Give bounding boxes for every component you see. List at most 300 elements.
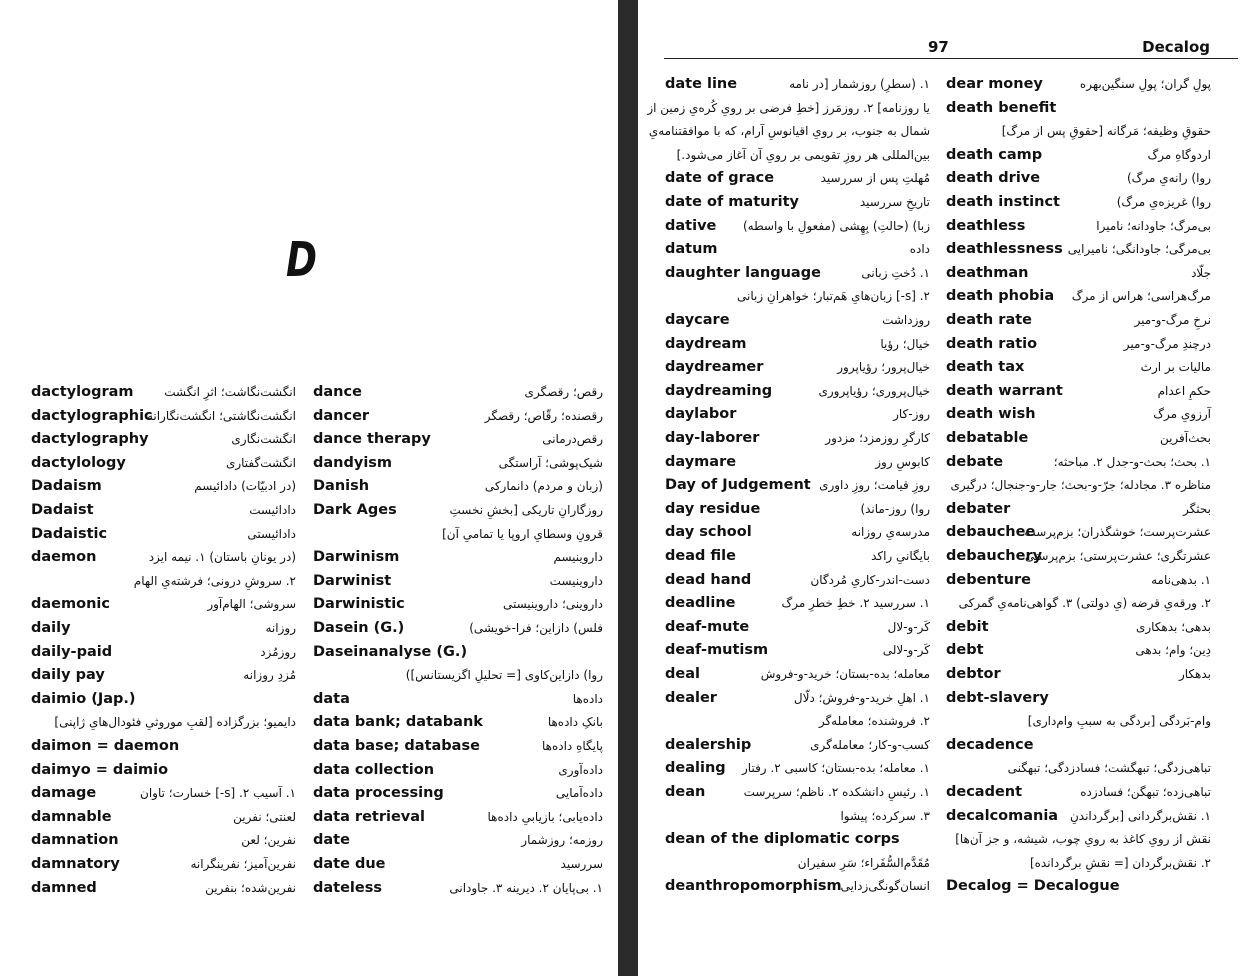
headword: date line	[665, 76, 738, 92]
headword: dancer	[313, 407, 370, 424]
dictionary-entry	[665, 690, 930, 713]
dictionary-entry	[31, 478, 296, 501]
headword: daemonic	[31, 596, 110, 613]
headword: deathlessness	[946, 241, 1063, 258]
definition: روز-کار	[893, 407, 930, 422]
headword: death warrant	[946, 382, 1063, 399]
dictionary-entry-continuation	[946, 831, 1211, 854]
definition: حقوقِ وظیفه؛ مَرگانه [حقوقِ پس از مرگ]	[1001, 124, 1211, 139]
definition: مُقَدَّم‌السُّفَراء؛ سَرِ سفیران	[797, 855, 930, 870]
dictionary-entry-continuation	[946, 760, 1211, 783]
definition: ۲. نقش‌برگردان [= نقشِ برگردانده]	[1029, 855, 1211, 870]
headword: date due	[313, 856, 386, 872]
definition: (در یونانِ باستان) ۱. نیمه ایزد	[148, 550, 296, 565]
dictionary-entry	[665, 312, 930, 335]
dictionary-entry	[313, 455, 603, 478]
headword: dance therapy	[313, 431, 431, 448]
dictionary-entry	[665, 524, 930, 547]
definition: ۳. سرکرده؛ پیشوا	[840, 808, 930, 823]
definition: مرگ‌هراسی؛ هراس از مرگ	[1071, 289, 1211, 304]
headword: deathless	[946, 217, 1026, 234]
definition: دایمیو؛ بزرگزاده [لقبِ موروثیِ فئودال‌هایِ ژاپنی]	[54, 715, 296, 730]
dictionary-entry	[665, 383, 930, 406]
dictionary-entry	[313, 431, 603, 454]
definition: انگشت‌نگاشت؛ اثرِ انگشت	[164, 385, 296, 399]
dictionary-entry-continuation	[665, 808, 930, 831]
headword: daydream	[665, 335, 747, 352]
headword: dead hand	[665, 571, 752, 588]
dictionary-entry	[313, 832, 603, 855]
definition: نقش از رویِ کاغذ به رویِ چوب، شیشه، و جز آن‌ها]	[955, 832, 1211, 847]
definition: بدهکار	[1178, 667, 1211, 681]
definition: روا) رانه‌یِ مرگ)	[1127, 171, 1211, 186]
definition: قرونِ وسطایِ اروپا یا تمامیِ آن]	[442, 526, 603, 541]
definition: روزانه	[265, 621, 296, 635]
headword: dean of the diplomatic corps	[665, 831, 900, 848]
headword: Darwinism	[313, 549, 400, 566]
definition: داده‌یابی؛ بازیابیِ داده‌ها	[487, 809, 603, 824]
dictionary-entry	[946, 147, 1211, 170]
headword: debatable	[946, 430, 1029, 446]
headword: data processing	[313, 785, 444, 802]
definition: کابوسِ روز	[875, 454, 930, 469]
dictionary-entry	[946, 170, 1211, 193]
definition: شمال به جنوب، بر رویِ اقیانوسِ آرام، که با موافقتنامه‌یِ	[648, 124, 930, 139]
dictionary-entry	[31, 832, 296, 855]
definition: شیک‌پوشی؛ آراستگی	[498, 455, 603, 470]
dictionary-entry	[31, 644, 296, 667]
dictionary-entry	[946, 572, 1211, 595]
headword: datum	[665, 241, 718, 258]
definition: مالیات بر ارث	[1140, 360, 1211, 375]
definition: ۲. فروشنده؛ معامله‌گر	[818, 714, 930, 729]
definition: بین‌المللی هر روزِ تقویمی بر رویِ آن آغاز می‌شود.]	[676, 147, 930, 162]
headword: day residue	[665, 500, 761, 517]
dictionary-entry	[946, 524, 1211, 547]
definition: روزِ قیامت؛ روزِ داوری	[819, 478, 930, 493]
definition: بدهی؛ بدهکاری	[1135, 619, 1211, 634]
definition: روا) روز-ماند)	[860, 501, 930, 516]
dictionary-entry	[665, 194, 930, 217]
headword: dactylogram	[31, 384, 134, 400]
dictionary-entry	[313, 573, 603, 596]
dictionary-entry	[946, 784, 1211, 807]
dictionary-entry	[946, 359, 1211, 382]
definition: یا روزنامه] ۲. روزمَرز [خطِ فرضی بر رویِ کُره‌یِ زمین از	[647, 100, 930, 115]
headword: debate	[946, 453, 1004, 470]
headword: dealership	[665, 736, 752, 753]
dictionary-entry	[946, 690, 1211, 713]
headword: daimio (Jap.)	[31, 690, 136, 707]
dictionary-entry	[31, 762, 296, 785]
dictionary-entry-continuation	[31, 573, 296, 596]
definition: عشرتگری؛ عشرت‌پرستی؛ بزم‌پرستی	[1024, 549, 1211, 563]
definition: ۲. سروشِ درونی؛ فرشته‌یِ الهام	[133, 573, 296, 588]
headword: daily	[31, 620, 71, 636]
dictionary-entry-continuation	[946, 123, 1211, 146]
headword: daemon	[31, 549, 97, 566]
dictionary-entry	[946, 383, 1211, 406]
dictionary-entry	[313, 856, 603, 879]
headword: damnatory	[31, 856, 120, 872]
definition: آرزویِ مرگ	[1153, 407, 1211, 422]
definition: پایگاهِ داده‌ها	[541, 739, 603, 753]
definition: ۱. دُختِ زبانی	[861, 265, 930, 280]
definition: نفرین‌شده؛ بنفرین	[205, 880, 296, 895]
headword: Darwinistic	[313, 596, 405, 613]
headword: deaf-mute	[665, 618, 750, 635]
definition: دِین؛ وام؛ بدهی	[1135, 643, 1211, 658]
headword: debt-slavery	[946, 689, 1049, 706]
dictionary-entry	[946, 336, 1211, 359]
definition: رقص‌درمانی	[542, 432, 603, 447]
dictionary-entry	[31, 738, 296, 761]
dictionary-entry	[946, 76, 1211, 99]
dictionary-entry-continuation	[946, 477, 1211, 500]
dictionary-entry	[665, 878, 930, 901]
dictionary-entry	[946, 454, 1211, 477]
dictionary-entry	[946, 642, 1211, 665]
headword: daydreaming	[665, 382, 773, 399]
definition: کارگرِ روزمزد؛ مزدور	[825, 431, 930, 445]
dictionary-entry	[31, 455, 296, 478]
dictionary-entry-continuation	[946, 595, 1211, 618]
dictionary-entry	[313, 785, 603, 808]
dictionary-entry-continuation	[313, 667, 603, 690]
dictionary-entry	[31, 408, 296, 431]
dictionary-entry	[313, 691, 603, 714]
dictionary-entry	[31, 549, 296, 572]
dictionary-entry	[665, 642, 930, 665]
headword: data retrieval	[313, 808, 426, 825]
headword: damnable	[31, 808, 112, 825]
dictionary-entry	[946, 619, 1211, 642]
headword: damnation	[31, 832, 119, 849]
definition: رقص؛ رقصگری	[524, 385, 603, 399]
headword: dear money	[946, 76, 1043, 92]
dictionary-entry	[313, 596, 603, 619]
definition: خیال؛ رؤیا	[880, 336, 930, 351]
dictionary-entry-continuation	[946, 855, 1211, 878]
dictionary-entry	[946, 312, 1211, 335]
headword: Decalog = Decalogue	[946, 878, 1120, 895]
definition: مُهلتِ پس از سررسید	[820, 171, 930, 186]
headword: data collection	[313, 761, 435, 778]
headword: death tax	[946, 359, 1025, 376]
definition: ۱. رئیسِ دانشکده ۲. ناظم؛ سرپرست	[743, 785, 930, 799]
dictionary-entry	[313, 478, 603, 501]
definition: مُزدِ روزانه	[243, 668, 296, 683]
definition: انگشت‌گفتاری	[225, 455, 296, 470]
definition: (در ادبیّات) دادائیسم	[194, 479, 296, 494]
headword: debt	[946, 642, 984, 659]
headword: day school	[665, 524, 752, 541]
definition: بانکِ داده‌ها	[547, 715, 603, 730]
headword: dateless	[313, 879, 382, 896]
headword: date of grace	[665, 170, 775, 187]
headword: decadent	[946, 784, 1023, 800]
definition: بحثگر	[1183, 501, 1211, 516]
dictionary-entry	[31, 809, 296, 832]
definition: ۱. اهلِ خرید-و-فروش؛ دلّال	[793, 690, 930, 705]
dictionary-entry	[665, 760, 930, 783]
definition: مناظره ۳. مجادله؛ جرّ-و-بحث؛ جار-و-جنجال؛ درگیری	[950, 478, 1211, 493]
dictionary-entry	[313, 408, 603, 431]
definition: درچندِ مرگ-و-میر	[1123, 336, 1211, 351]
headword: daimyo = daimio	[31, 761, 169, 778]
dictionary-entry-continuation	[647, 100, 930, 123]
definition: زبا) (حالتِ) بِهِشی (مفعولِ با واسطه)	[742, 218, 930, 233]
dictionary-entry	[946, 878, 1211, 901]
headword: daily pay	[31, 667, 105, 684]
headword: decadence	[946, 736, 1034, 753]
dictionary-entry	[665, 572, 930, 595]
definition: انگشت‌نگاری	[231, 432, 296, 447]
dictionary-entry-continuation	[946, 713, 1211, 736]
dictionary-entry	[31, 620, 296, 643]
dictionary-entry-continuation	[31, 714, 296, 737]
definition: مدرسه‌یِ روزانه	[851, 525, 930, 540]
dictionary-entry	[313, 502, 603, 525]
headword: day-laborer	[665, 430, 760, 446]
headword: death drive	[946, 170, 1041, 187]
definition: بی‌مرگ؛ جاودانه؛ نامیرا	[1096, 218, 1211, 233]
definition: سررسید	[560, 857, 603, 871]
dictionary-entry	[946, 430, 1211, 453]
definition: تباهی‌زدگی؛ تبهگشت؛ فسادزدگی؛ تبهگنی	[1007, 761, 1211, 776]
definition: روا) دازاین‌کاوی [= تحلیلِ اگزیستانس])	[405, 668, 603, 683]
definition: سروشی؛ الهام‌آور	[207, 597, 296, 612]
dictionary-entry	[665, 666, 930, 689]
dictionary-entry-continuation	[665, 147, 930, 170]
dictionary-entry	[31, 431, 296, 454]
headword: deaf-mutism	[665, 642, 769, 659]
definition: انسان‌گونگی‌زدایی	[840, 879, 930, 894]
dictionary-entry	[946, 100, 1211, 123]
dictionary-entry	[665, 501, 930, 524]
headword: dactylology	[31, 454, 126, 471]
headword: daughter language	[665, 264, 821, 281]
definition: ۱. بی‌پایان ۲. دیرینه ۳. جاودانی	[449, 880, 603, 895]
headword: dead file	[665, 548, 736, 564]
headword: damned	[31, 879, 97, 896]
headword: deanthropomorphism	[665, 878, 842, 895]
dictionary-entry	[313, 809, 603, 832]
left-page	[0, 0, 618, 976]
dictionary-entry	[665, 595, 930, 618]
definition: ۱. بدهی‌نامه	[1151, 572, 1211, 587]
definition: دادائیستی	[247, 526, 296, 541]
dictionary-entry	[313, 644, 603, 667]
headword: dative	[665, 217, 717, 234]
definition: روا) غریزه‌یِ مرگ)	[1116, 195, 1211, 209]
definition: بحث‌آفرین	[1159, 431, 1211, 445]
headword: death rate	[946, 312, 1033, 328]
dictionary-entry	[665, 76, 930, 99]
dictionary-entry	[946, 288, 1211, 311]
headword: death phobia	[946, 288, 1055, 305]
headword: data	[313, 690, 350, 707]
dictionary-entry-continuation	[665, 713, 930, 736]
headword: daily-paid	[31, 643, 113, 660]
headword: Dadaist	[31, 502, 94, 518]
definition: نفرین‌آمیز؛ نفرینگرانه	[190, 857, 296, 871]
headword: death camp	[946, 146, 1043, 163]
dictionary-entry	[946, 265, 1211, 288]
right-page	[638, 0, 1254, 976]
dictionary-entry	[31, 526, 296, 549]
headword: Dasein (G.)	[313, 620, 405, 636]
definition: ۱. (سطرِ) روزشمار [در نامه	[789, 77, 930, 91]
headword: dance	[313, 384, 362, 400]
definition: جلّاد	[1191, 265, 1211, 280]
dictionary-entry	[313, 738, 603, 761]
definition: ۲. ورقه‌یِ قرضه (یِ دولتی) ۳. گواهی‌نامه‌یِ گمرکی	[958, 596, 1211, 611]
definition: دست-اندر-کاریِ مُردگان	[810, 572, 930, 587]
definition: داروینیست	[549, 573, 603, 588]
guide-word: Decalog	[1142, 38, 1210, 56]
headword: death ratio	[946, 335, 1038, 352]
definition: (زبان و مردم) دانمارکی	[484, 479, 603, 494]
definition: داروینیسم	[553, 550, 603, 565]
definition: وام-بَردگی [بردگی به سببِ وام‌داری]	[1027, 714, 1211, 729]
headword: daydreamer	[665, 359, 764, 376]
dictionary-entry	[946, 218, 1211, 241]
headword: debauchee	[946, 524, 1036, 541]
headword: Day of Judgement	[665, 477, 811, 494]
section-letter: D	[286, 232, 318, 288]
dictionary-entry	[946, 666, 1211, 689]
headword: data base; database	[313, 738, 480, 754]
definition: معامله؛ بده-بستان؛ خرید-و-فروش	[760, 667, 930, 681]
dictionary-entry	[665, 218, 930, 241]
definition: کَر-و-لال	[887, 619, 930, 634]
dictionary-entry	[665, 784, 930, 807]
dictionary-entry-continuation	[665, 288, 930, 311]
headword: date of maturity	[665, 194, 799, 210]
definition: بایگانیِ راکد	[871, 549, 930, 563]
definition: ۱. سررسید ۲. خطِ خطرِ مرگ	[781, 596, 930, 611]
headword: deadline	[665, 595, 736, 612]
headword: deal	[665, 666, 700, 682]
dictionary-entry-continuation	[665, 855, 930, 878]
dictionary-entry	[665, 737, 930, 760]
dictionary-entry	[665, 430, 930, 453]
headword: death instinct	[946, 194, 1060, 210]
definition: داده‌آمایی	[555, 786, 603, 801]
definition: دادائیست	[249, 503, 296, 517]
definition: کسب-و-کار؛ معامله‌گری	[810, 737, 930, 752]
headword: damage	[31, 785, 97, 802]
headword: daylabor	[665, 406, 737, 423]
dictionary-entry	[665, 406, 930, 429]
dictionary-entry	[946, 501, 1211, 524]
dictionary-entry	[665, 336, 930, 359]
headword: Dadaistic	[31, 525, 108, 542]
definition: تاریخِ سررسید	[859, 195, 930, 209]
dictionary-entry	[665, 454, 930, 477]
headword: debtor	[946, 666, 1001, 682]
headword: death benefit	[946, 99, 1057, 116]
headword: daymare	[665, 453, 737, 470]
definition: پولِ گران؛ پولِ سنگین‌بهره	[1079, 77, 1211, 91]
dictionary-entry	[946, 548, 1211, 571]
definition: ۱. معامله؛ بده-بستان؛ کاسبی ۲. رفتار	[742, 761, 930, 776]
dictionary-entry	[313, 549, 603, 572]
definition: روزداشت	[882, 313, 930, 327]
headword: data bank; databank	[313, 714, 483, 731]
definition: داده‌آوری	[558, 762, 603, 777]
dictionary-entry	[665, 241, 930, 264]
dictionary-entry	[31, 384, 296, 407]
headword: Dark Ages	[313, 502, 397, 518]
dictionary-entry	[946, 241, 1211, 264]
headword: Darwinist	[313, 572, 392, 589]
dictionary-entry	[946, 808, 1211, 831]
dictionary-entry	[313, 714, 603, 737]
definition: خیال‌پرور؛ رؤیاپرور	[837, 360, 930, 375]
definition: داده	[909, 242, 930, 257]
dictionary-entry	[31, 880, 296, 903]
dictionary-entry	[313, 620, 603, 643]
headword: debater	[946, 500, 1011, 517]
headword: dealer	[665, 689, 717, 706]
dictionary-entry	[31, 502, 296, 525]
definition: حکمِ اعدام	[1157, 383, 1211, 398]
dictionary-entry	[946, 406, 1211, 429]
dictionary-entry	[665, 619, 930, 642]
dictionary-entry	[31, 785, 296, 808]
definition: فلس) دازاین؛ فرا-خویشی)	[469, 621, 603, 635]
headword: debit	[946, 618, 989, 635]
definition: انگشت‌نگاشتی؛ انگشت‌نگارانه	[146, 408, 296, 423]
dictionary-entry	[665, 265, 930, 288]
definition: عشرت‌پرست؛ خوشگذران؛ بزم‌پرست	[1024, 525, 1211, 540]
definition: نفرین؛ لعن	[241, 833, 296, 848]
dictionary-entry	[313, 880, 603, 903]
definition: لعنتی؛ نفرین	[233, 809, 296, 824]
dictionary-entry	[665, 831, 930, 854]
headword: decalcomania	[946, 807, 1059, 824]
header-rule	[664, 58, 1238, 59]
definition: روزمُزد	[260, 644, 296, 659]
dictionary-entry	[31, 667, 296, 690]
headword: dandyism	[313, 454, 393, 471]
book-gutter	[618, 0, 638, 976]
definition: داده‌ها	[572, 691, 603, 706]
definition: تباهی‌زده؛ تبهگن؛ فسادزده	[1080, 785, 1211, 799]
headword: Daseinanalyse (G.)	[313, 643, 468, 660]
headword: debenture	[946, 571, 1031, 588]
headword: Dadaism	[31, 478, 102, 495]
dictionary-entry-continuation	[313, 526, 603, 549]
dictionary-entry	[313, 384, 603, 407]
definition: ۲. [s-] زبان‌هایِ هَم‌تبار؛ خواهرانِ زبانی	[736, 289, 930, 304]
headword: dealing	[665, 760, 726, 777]
headword: date	[313, 832, 350, 849]
page-number: 97	[928, 38, 949, 56]
definition: خیال‌پروری؛ رؤیاپروری	[818, 383, 930, 398]
dictionary-entry	[665, 170, 930, 193]
dictionary-entry	[31, 596, 296, 619]
dictionary-entry	[946, 194, 1211, 217]
definition: ۱. بحث؛ بحث-و-جدل ۲. مباحثه؛	[1053, 454, 1211, 469]
definition: روزمه؛ روزشمار	[521, 833, 603, 848]
dictionary-entry-continuation	[648, 123, 930, 146]
headword: dactylographic	[31, 407, 153, 424]
definition: بی‌مرگی؛ جاودانگی؛ نامیرایی	[1067, 242, 1211, 257]
definition: ۱. آسیب ۲. [s-] خسارت؛ تاوان	[140, 786, 296, 801]
